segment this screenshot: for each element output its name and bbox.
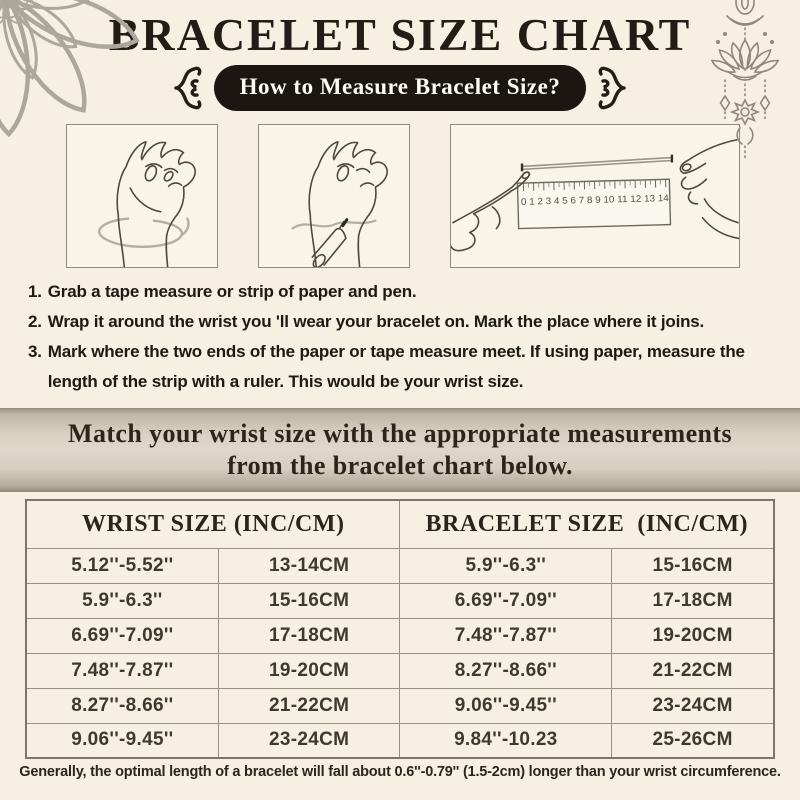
table-row <box>26 653 774 688</box>
bracelet-size-header: BRACELET SIZE (INC/CM) <box>400 500 774 548</box>
list-item <box>28 277 774 307</box>
bracelet-cm-cell: 23-24CM <box>612 688 774 723</box>
match-size-banner <box>0 408 800 492</box>
table-row <box>26 723 774 758</box>
step-text: Mark where the two ends of the paper or tape measure meet. If using paper, measure the length of the strip with a ruler. This would be your wrist size. <box>47 342 745 391</box>
wrist-cm-cell: 17-18CM <box>218 618 400 653</box>
bracelet-cm-cell: 17-18CM <box>612 583 774 618</box>
step-number: 3. <box>28 342 42 361</box>
wrist-inch-cell: 5.12''-5.52'' <box>26 548 218 583</box>
wrist-inch-cell: 9.06''-9.45'' <box>26 723 218 758</box>
bracelet-inch-cell: 5.9''-6.3'' <box>400 548 612 583</box>
table-row <box>26 618 774 653</box>
bracelet-cm-cell: 25-26CM <box>612 723 774 758</box>
table-row <box>26 688 774 723</box>
wrist-cm-cell: 15-16CM <box>218 583 400 618</box>
table-row <box>26 548 774 583</box>
bracelet-inch-cell: 9.06''-9.45'' <box>400 688 612 723</box>
wrist-inch-cell: 8.27''-8.66'' <box>26 688 218 723</box>
wrist-inch-cell: 7.48''-7.87'' <box>26 653 218 688</box>
wrist-inch-cell: 6.69''-7.09'' <box>26 618 218 653</box>
bracelet-inch-cell: 9.84''-10.23 <box>400 723 612 758</box>
banner-line-2: from the bracelet chart below. <box>227 451 573 480</box>
ruler-scale-numbers: 0 1 2 3 4 5 6 7 8 9 10 11 12 13 14 <box>520 193 661 207</box>
how-to-measure-section-header <box>0 65 800 111</box>
squiggle-left-icon <box>166 62 202 114</box>
list-item <box>28 337 774 397</box>
size-chart-table <box>25 499 775 759</box>
wrist-cm-cell: 23-24CM <box>218 723 400 758</box>
bracelet-cm-cell: 19-20CM <box>612 618 774 653</box>
wrist-cm-cell: 21-22CM <box>218 688 400 723</box>
bracelet-inch-cell: 8.27''-8.66'' <box>400 653 612 688</box>
table-header-row <box>26 500 774 548</box>
page-title: BRACELET SIZE CHART <box>108 9 692 60</box>
wrist-inch-cell: 5.9''-6.3'' <box>26 583 218 618</box>
step-text: Grab a tape measure or strip of paper and pen. <box>47 282 417 301</box>
bracelet-cm-cell: 15-16CM <box>612 548 774 583</box>
wrist-cm-cell: 19-20CM <box>218 653 400 688</box>
footer-note: Generally, the optimal length of a bracelet will fall about 0.6''-0.79'' (1.5-2cm) longer than your wrist circumference. <box>19 764 781 780</box>
table-row <box>26 583 774 618</box>
list-item <box>28 307 774 337</box>
banner-line-1: Match your wrist size with the appropriate measurements <box>68 419 732 448</box>
wrist-cm-cell: 13-14CM <box>218 548 400 583</box>
step-number: 1. <box>28 282 42 301</box>
how-to-measure-badge: How to Measure Bracelet Size? <box>214 65 587 111</box>
wrist-pen-illustration <box>258 124 410 268</box>
wrist-size-header: WRIST SIZE (INC/CM) <box>26 500 400 548</box>
measure-steps-list <box>28 277 774 397</box>
step-text: Wrap it around the wrist you 'll wear your bracelet on. Mark the place where it joins. <box>47 312 705 331</box>
bracelet-inch-cell: 6.69''-7.09'' <box>400 583 612 618</box>
wrist-string-illustration <box>66 124 218 268</box>
step-number: 2. <box>28 312 42 331</box>
bracelet-inch-cell: 7.48''-7.87'' <box>400 618 612 653</box>
squiggle-right-icon <box>598 62 634 114</box>
bracelet-cm-cell: 21-22CM <box>612 653 774 688</box>
ruler-measure-illustration <box>450 124 740 268</box>
measure-illustrations <box>66 124 740 268</box>
